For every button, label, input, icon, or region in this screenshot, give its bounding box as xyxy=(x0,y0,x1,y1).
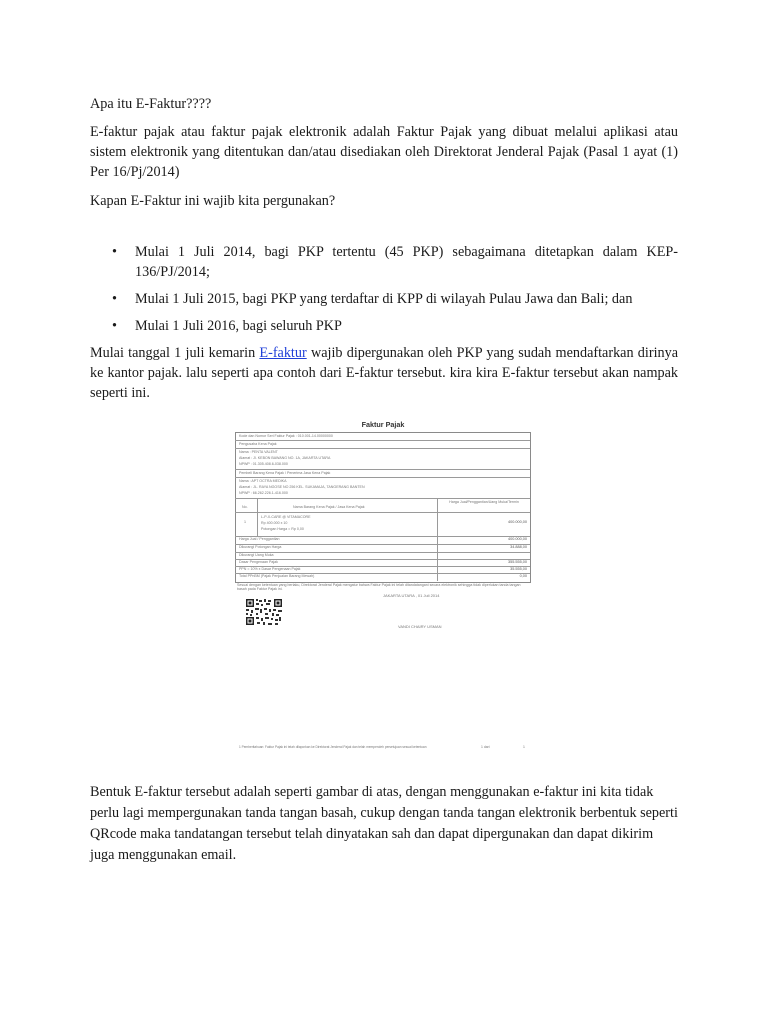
question: Kapan E-Faktur ini wajib kita pergunakan? xyxy=(90,193,336,209)
e-faktur-link[interactable]: E-faktur xyxy=(259,345,307,361)
seller-heading: Pengusaha Kena Pajak xyxy=(239,442,277,446)
bullet-item xyxy=(112,289,678,309)
bullet-item xyxy=(112,242,678,282)
divider xyxy=(235,469,530,470)
bullet-item xyxy=(112,316,678,336)
divider xyxy=(235,477,530,478)
summary-value: 355.555,00 xyxy=(507,560,527,564)
heading: Apa itu E-Faktur???? xyxy=(90,96,212,112)
page-indicator: 1 dari xyxy=(481,745,490,749)
buyer-npwp: NPWP : 66.262.226.1-416.000 xyxy=(239,491,288,495)
summary-label: Total PPnBM (Pajak Penjualan Barang Mewah) xyxy=(239,574,315,578)
divider xyxy=(235,512,530,513)
bullet-marker: • xyxy=(112,318,117,334)
row-item: L-P-X-CARE @ VITAMACORE xyxy=(261,515,311,519)
row-qty: Rp 400.000 x 10 xyxy=(261,521,288,525)
row-amount: 400.000,00 xyxy=(507,520,527,524)
row-number: 1 xyxy=(244,520,246,524)
paragraph-text: wajib dipergunakan oleh PKP yang sudah mendaftarkan dirinya ke kantor pajak. lalu seperti apa contoh dari E-faktur tersebut. kira kira E-faktur tersebut akan nampak seperti ini. xyxy=(90,345,678,401)
column-name: Nama Barang Kena Pajak / Jasa Kena Pajak xyxy=(293,505,365,509)
summary-value: 0,00 xyxy=(519,574,527,578)
seller-address: Alamat : Jl. KEBON BAWANG NO. 1A, JAKARTA UTARA xyxy=(239,456,331,460)
summary-label: PPN = 10% x Dasar Pengenaan Pajak xyxy=(239,567,301,571)
divider xyxy=(235,440,530,441)
buyer-heading: Pembeli Barang Kena Pajak / Penerima Jasa Kena Pajak xyxy=(239,471,331,475)
invoice-serial: Kode dan Nomor Seri Faktur Pajak : 010.001-14.00000000 xyxy=(239,434,333,438)
paragraph-conclusion: Bentuk E-faktur tersebut adalah seperti gambar di atas, dengan menggunakan e-faktur ini kita tidak perlu lagi mempergunakan tanda tangan basah, cukup dengan tanda tangan elektronik berbentuk seperti QRcode maka tandatangan tersebut telah dinyatakan sah dan dapat dipergunakan dan dapat dikirim juga menggunakan email. xyxy=(90,784,678,863)
paragraph-definition: E-faktur pajak atau faktur pajak elektronik adalah Faktur Pajak yang dibuat melalui aplikasi atau sistem elektronik yang ditentukan dan/atau disediakan oleh Direktorat Jenderal Pajak (Pasal 1 ayat (1) Per 16/Pj/2014) xyxy=(90,124,678,180)
page-total: 1 xyxy=(523,745,525,749)
seller-npwp: NPWP : 01.305.408.6-038.000 xyxy=(239,462,288,466)
bullet-marker: • xyxy=(112,244,117,260)
bullet-text: Mulai 1 Juli 2014, bagi PKP tertentu (45 PKP) sebagaimana ditetapkan dalam KEP-136/PJ/2014; xyxy=(135,244,678,280)
signer-name: VANDI CHAIRY USMAN xyxy=(398,624,442,629)
summary-value: 34.888,00 xyxy=(510,545,527,549)
divider xyxy=(235,498,530,499)
place-date: JAKARTA UTARA , 01 Juli 2014 xyxy=(383,593,440,598)
column-divider xyxy=(437,498,438,536)
paragraph-example xyxy=(90,343,678,403)
buyer-name: Nama : APT OCTRA MEDIKA xyxy=(239,479,287,483)
column-divider xyxy=(257,498,258,536)
summary-value: 35.555,00 xyxy=(510,567,527,571)
qr-code xyxy=(245,598,283,626)
summary-label: Dikurangi Uang Muka xyxy=(239,553,274,557)
summary-value: 400.000,00 xyxy=(507,537,527,541)
summary-label: Dikurangi Potongan Harga xyxy=(239,545,282,549)
paragraph-text: Mulai tanggal 1 juli kemarin xyxy=(90,345,260,361)
bullet-text: Mulai 1 Juli 2015, bagi PKP yang terdaftar di KPP di wilayah Pulau Jawa dan Bali; dan xyxy=(135,291,633,307)
invoice-footer: 1 Pemberitahuan: Faktur Pajak ini telah dilaporkan ke Direktorat Jenderal Pajak dan telah memperoleh persetujuan sesuai ketentuan xyxy=(239,745,427,749)
column-no: No. xyxy=(242,505,248,509)
bullet-text: Mulai 1 Juli 2016, bagi seluruh PKP xyxy=(135,318,342,334)
summary-label: Dasar Pengenaan Pajak xyxy=(239,560,278,564)
divider xyxy=(235,448,530,449)
invoice-title: Faktur Pajak xyxy=(361,420,405,429)
column-price: Harga Jual/Penggantian/Uang Muka/Termin xyxy=(449,500,519,504)
seller-name: Nama : PENTA VALENT xyxy=(239,450,278,454)
invoice-image xyxy=(233,418,533,758)
row-discount: Potongan Harga = Rp 0,00 xyxy=(261,527,304,531)
buyer-address: Alamat : JL. RAYA NGOSE NO 256 KEL. SUKAMAJA, TANGERANG BANTEN xyxy=(239,485,365,489)
bullet-marker: • xyxy=(112,291,117,307)
invoice-note: Sesuai dengan ketentuan yang berlaku, Direktorat Jenderal Pajak mengatur bahwa Faktur Pajak ini telah ditandatangani secara elektronik sehingga tidak diperlukan tanda tangan basah pada Faktur Pajak ini. xyxy=(237,583,521,592)
summary-label: Harga Jual / Penggantian xyxy=(239,537,280,541)
